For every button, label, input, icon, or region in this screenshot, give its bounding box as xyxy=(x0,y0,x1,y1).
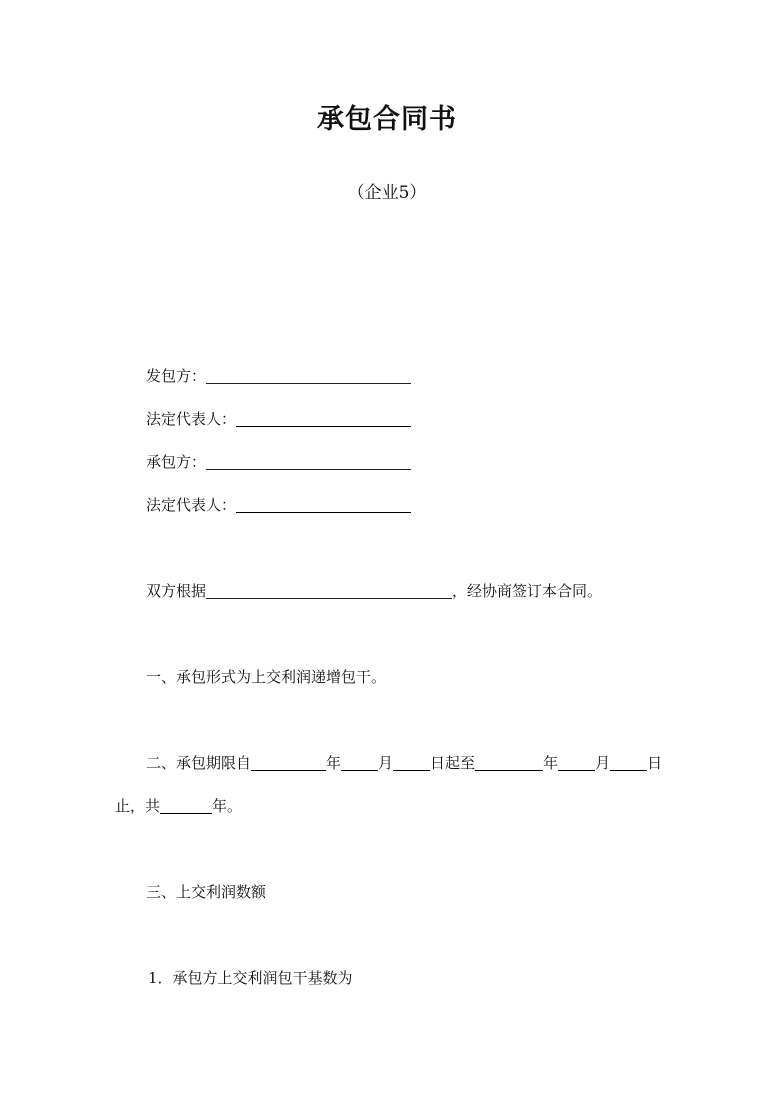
contractor-line xyxy=(146,451,411,473)
end-year-unit: 年 xyxy=(543,754,559,772)
clause-1: 一、承包形式为上交利润递增包干。 xyxy=(146,668,387,686)
clause-3-heading: 三、上交利润数额 xyxy=(146,883,267,901)
employer-line xyxy=(146,365,411,387)
employer-label: 发包方： xyxy=(146,367,207,385)
contractor-label: 承包方： xyxy=(146,453,207,471)
preamble-prefix: 双方根据 xyxy=(146,582,207,600)
preamble-suffix: ，经协商签订本合同。 xyxy=(452,582,603,600)
end-month-unit: 月 xyxy=(595,754,611,772)
clause-2-line-1 xyxy=(146,752,662,774)
start-day-unit: 日起至 xyxy=(430,754,476,772)
clause-2-line-2 xyxy=(115,795,242,817)
clause-2-cont-suffix: 年。 xyxy=(212,797,243,815)
start-day-blank xyxy=(393,769,430,771)
employer-rep-line xyxy=(146,408,411,430)
end-day-blank xyxy=(610,769,647,771)
start-year-blank xyxy=(251,769,326,771)
contractor-rep-label: 法定代表人： xyxy=(146,496,237,514)
contractor-rep-line xyxy=(146,494,411,516)
clause-2-cont-prefix: 止，共 xyxy=(115,797,161,815)
employer-blank xyxy=(206,382,411,384)
contractor-rep-blank xyxy=(236,511,411,513)
clause-3-item-1: 1．承包方上交利润包干基数为 xyxy=(148,969,353,987)
contractor-blank xyxy=(206,468,411,470)
document-subtitle: （企业5） xyxy=(347,183,427,203)
term-years-blank xyxy=(160,812,212,814)
preamble-blank xyxy=(206,597,452,599)
end-month-blank xyxy=(558,769,595,771)
clause-2-prefix: 二、承包期限自 xyxy=(146,754,252,772)
start-month-unit: 月 xyxy=(378,754,394,772)
document-title: 承包合同书 xyxy=(317,104,457,135)
end-year-blank xyxy=(475,769,543,771)
end-day-unit: 日 xyxy=(647,754,663,772)
start-month-blank xyxy=(341,769,378,771)
start-year-unit: 年 xyxy=(326,754,342,772)
employer-rep-label: 法定代表人： xyxy=(146,410,237,428)
preamble-line xyxy=(146,580,602,602)
employer-rep-blank xyxy=(236,425,411,427)
